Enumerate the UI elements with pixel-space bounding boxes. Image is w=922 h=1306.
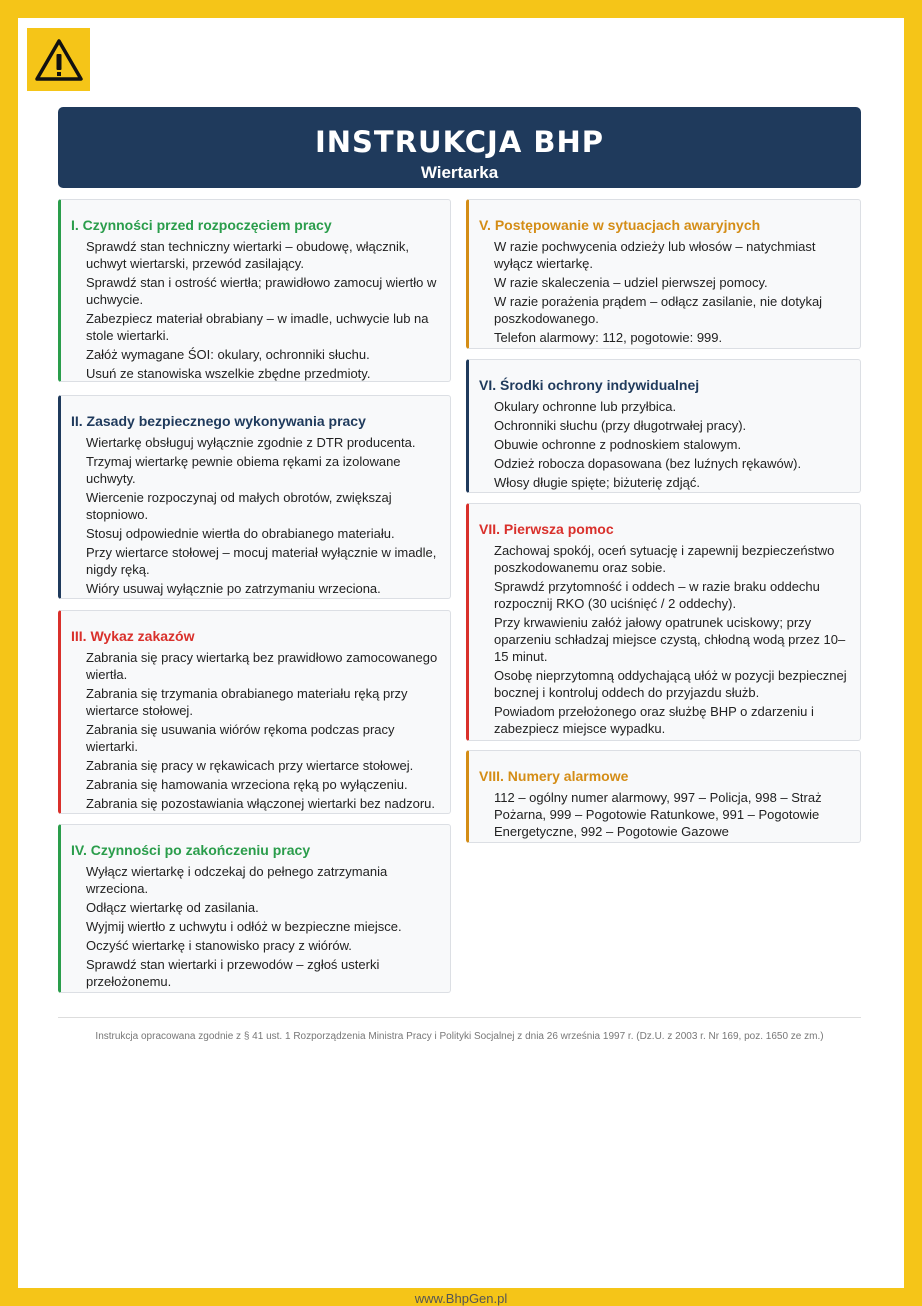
list-item: Trzymaj wiertarkę pewnie obiema rękami za izolowane uchwyty. <box>86 454 401 486</box>
list-item: Przy krwawieniu załóż jałowy opatrunek uciskowy; przy oparzeniu schładzaj miejsce czystą, chłodną wodą przez 10–15 minut. <box>494 615 846 664</box>
section-items <box>494 238 852 348</box>
list-item: Sprawdź stan i ostrość wiertła; prawidłowo zamocuj wiertło w uchwycie. <box>86 275 437 307</box>
list-item: 112 – ogólny numer alarmowy, 997 – Policja, 998 – Straż Pożarna, 999 – Pogotowie Ratunkowe, 991 – Pogotowie Energetyczne, 992 – Pogotowie Gazowe <box>494 790 822 839</box>
list-item: Wyłącz wiertarkę i odczekaj do pełnego zatrzymania wrzeciona. <box>86 864 388 896</box>
section-title: VI. Środki ochrony indywidualnej <box>479 377 700 393</box>
document-header <box>58 107 861 188</box>
list-item: Zabrania się pozostawiania włączonej wiertarki bez nadzoru. <box>86 796 436 811</box>
list-item: Oczyść wiertarkę i stanowisko pracy z wiórów. <box>86 938 352 953</box>
list-item: Okulary ochronne lub przyłbica. <box>494 399 677 414</box>
section-items <box>86 649 442 814</box>
section-before-work <box>58 199 451 382</box>
section-title: V. Postępowanie w sytuacjach awaryjnych <box>479 217 761 233</box>
section-items <box>494 789 852 842</box>
list-item: Obuwie ochronne z podnoskiem stalowym. <box>494 437 742 452</box>
instruction-sheet <box>18 18 904 1288</box>
list-item: Zabrania się usuwania wiórów rękoma podczas pracy wiertarki. <box>86 722 395 754</box>
document-title: INSTRUKCJA BHP <box>314 125 605 159</box>
list-item: Stosuj odpowiednie wiertła do obrabianego materiału. <box>86 526 395 541</box>
document-subtitle: Wiertarka <box>420 163 499 182</box>
list-item: Zabezpiecz materiał obrabiany – w imadle, uchwycie lub na stole wiertarki. <box>86 311 429 343</box>
list-item: Powiadom przełożonego oraz służbę BHP o zdarzeniu i zabezpiecz miejsce wypadku. <box>494 704 814 736</box>
warning-triangle-icon <box>34 38 84 82</box>
list-item: Przy wiertarce stołowej – mocuj materiał wyłącznie w imadle, nigdy ręką. <box>86 545 437 577</box>
list-item: Sprawdź stan techniczny wiertarki – obudowę, włącznik, uchwyt wiertarski, przewód zasilający. <box>86 239 409 271</box>
list-item: Sprawdź przytomność i oddech – w razie braku oddechu rozpocznij RKO (30 uciśnięć / 2 oddechy). <box>494 579 820 611</box>
website-credit: www.BhpGen.pl <box>414 1291 508 1306</box>
list-item: Telefon alarmowy: 112, pogotowie: 999. <box>494 330 723 345</box>
list-item: Zabrania się pracy w rękawicach przy wiertarce stołowej. <box>86 758 414 773</box>
warning-badge <box>27 28 90 91</box>
list-item: Zachowaj spokój, oceń sytuację i zapewnij bezpieczeństwo poszkodowanemu oraz sobie. <box>494 543 835 575</box>
section-title: VIII. Numery alarmowe <box>479 768 629 784</box>
list-item: Wyjmij wiertło z uchwytu i odłóż w bezpieczne miejsce. <box>86 919 402 934</box>
section-items <box>494 542 852 739</box>
section-first-aid <box>466 503 861 741</box>
footer-divider <box>58 1017 861 1018</box>
list-item: Zabrania się hamowania wrzeciona ręką po wyłączeniu. <box>86 777 408 792</box>
section-title: III. Wykaz zakazów <box>71 628 195 644</box>
list-item: Usuń ze stanowiska wszelkie zbędne przedmioty. <box>86 366 371 381</box>
list-item: Osobę nieprzytomną oddychającą ułóż w pozycji bezpiecznej bocznej i kontroluj oddech do przyjazdu służb. <box>494 668 847 700</box>
section-items <box>86 434 442 599</box>
list-item: Odłącz wiertarkę od zasilania. <box>86 900 259 915</box>
section-emergency <box>466 199 861 349</box>
list-item: W razie porażenia prądem – odłącz zasilanie, nie dotykaj poszkodowanego. <box>494 294 823 326</box>
section-title: VII. Pierwsza pomoc <box>479 521 614 537</box>
list-item: Wiertarkę obsługuj wyłącznie zgodnie z DTR producenta. <box>86 435 416 450</box>
list-item: Wiercenie rozpoczynaj od małych obrotów, zwiększaj stopniowo. <box>86 490 392 522</box>
section-safe-work-rules <box>58 395 451 599</box>
list-item: Włosy długie spięte; biżuterię zdjąć. <box>494 475 700 490</box>
section-title: I. Czynności przed rozpoczęciem pracy <box>71 217 332 233</box>
list-item: Sprawdź stan wiertarki i przewodów – zgłoś usterki przełożonemu. <box>86 957 380 989</box>
section-title: II. Zasady bezpiecznego wykonywania pracy <box>71 413 366 429</box>
section-after-work <box>58 824 451 993</box>
section-emergency-numbers <box>466 750 861 843</box>
section-title: IV. Czynności po zakończeniu pracy <box>71 842 311 858</box>
list-item: Załóż wymagane ŚOI: okulary, ochronniki słuchu. <box>86 347 370 362</box>
list-item: Ochronniki słuchu (przy długotrwałej pracy). <box>494 418 747 433</box>
section-items <box>494 398 852 493</box>
list-item: Zabrania się pracy wiertarką bez prawidłowo zamocowanego wiertła. <box>86 650 438 682</box>
list-item: Wióry usuwaj wyłącznie po zatrzymaniu wrzeciona. <box>86 581 381 596</box>
section-ppe <box>466 359 861 493</box>
list-item: Zabrania się trzymania obrabianego materiału ręką przy wiertarce stołowej. <box>86 686 408 718</box>
section-prohibitions <box>58 610 451 814</box>
section-items <box>86 863 442 992</box>
list-item: W razie skaleczenia – udziel pierwszej pomocy. <box>494 275 768 290</box>
list-item: W razie pochwycenia odzieży lub włosów – natychmiast wyłącz wiertarkę. <box>494 239 816 271</box>
legal-footnote: Instrukcja opracowana zgodnie z § 41 ust. 1 Rozporządzenia Ministra Pracy i Polityki Socjalnej z dnia 26 września 1997 r. (Dz.U. z 2003 r. Nr 169, poz. 1650 ze zm.) <box>95 1031 824 1042</box>
section-items <box>86 238 442 384</box>
list-item: Odzież robocza dopasowana (bez luźnych rękawów). <box>494 456 802 471</box>
